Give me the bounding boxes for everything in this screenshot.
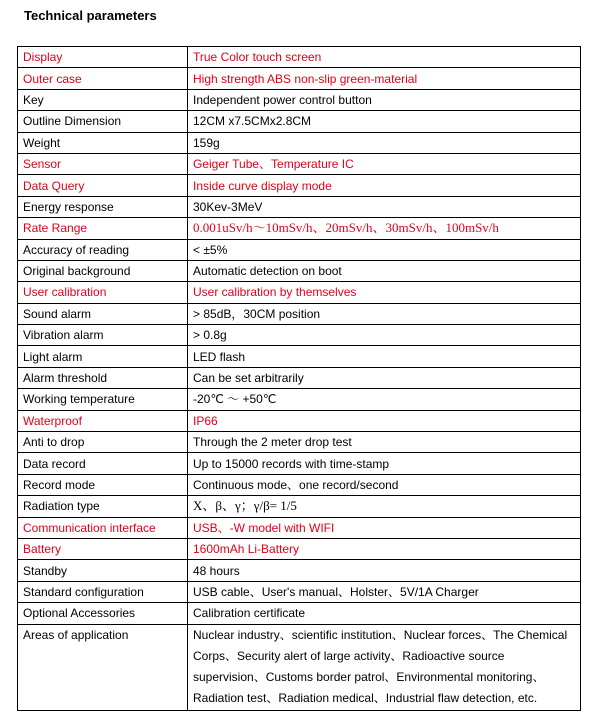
table-row [18,68,581,89]
param-name: Accuracy of reading [18,239,188,260]
table-row [18,517,581,538]
table-row [18,218,581,239]
param-value: -20℃ ～ +50℃ [188,389,581,410]
param-name: Communication interface [18,517,188,538]
param-name: Original background [18,260,188,281]
param-name: Record mode [18,474,188,495]
param-name: Energy response [18,196,188,217]
param-value: 159g [188,132,581,153]
param-value: Calibration certificate [188,603,581,624]
table-row [18,410,581,431]
parameters-table [17,46,581,711]
table-row [18,624,581,710]
param-name: Optional Accessories [18,603,188,624]
table-row [18,496,581,517]
param-name: Sound alarm [18,303,188,324]
param-name: Standby [18,560,188,581]
param-name: Sensor [18,153,188,174]
table-row [18,389,581,410]
param-value: IP66 [188,410,581,431]
param-value: Geiger Tube、Temperature IC [188,153,581,174]
param-name: Anti to drop [18,432,188,453]
param-name: Key [18,89,188,110]
param-value: LED flash [188,346,581,367]
param-name: Radiation type [18,496,188,517]
param-name: Light alarm [18,346,188,367]
param-value: 12CM x7.5CMx2.8CM [188,111,581,132]
param-name: Waterproof [18,410,188,431]
table-row [18,474,581,495]
param-value: Nuclear industry、scientific institution、Nuclear forces、The Chemical Corps、Security alert of large activity、Radioactive source supervision、Customs border patrol、Environmental monitoring、Radiation test、Radiation medical、Industrial flaw detection, etc. [188,624,581,710]
param-name: Data Query [18,175,188,196]
table-row [18,175,581,196]
param-name: Outline Dimension [18,111,188,132]
param-value: 48 hours [188,560,581,581]
param-name: Working temperature [18,389,188,410]
param-name: Data record [18,453,188,474]
table-row [18,282,581,303]
param-name: Alarm threshold [18,367,188,388]
param-value: Independent power control button [188,89,581,110]
table-row [18,89,581,110]
table-row [18,111,581,132]
param-name: Battery [18,538,188,559]
param-value: > 85dB，30CM position [188,303,581,324]
param-value: Automatic detection on boot [188,260,581,281]
table-row [18,260,581,281]
table-row [18,560,581,581]
param-value: X、β、γ；γ/β= 1/5 [188,496,581,517]
param-value: Up to 15000 records with time-stamp [188,453,581,474]
param-name: Outer case [18,68,188,89]
param-value: Can be set arbitrarily [188,367,581,388]
param-value: 30Kev-3MeV [188,196,581,217]
table-row [18,196,581,217]
table-row [18,239,581,260]
param-value: USB cable、User's manual、Holster、5V/1A Charger [188,581,581,602]
param-value: Continuous mode、one record/second [188,474,581,495]
page-title: Technical parameters [24,8,157,23]
table-row [18,367,581,388]
param-name: Weight [18,132,188,153]
table-row [18,303,581,324]
param-value: True Color touch screen [188,47,581,68]
param-value: 0.001uSv/h～10mSv/h、20mSv/h、30mSv/h、100mSv/h [188,218,581,239]
table-row [18,603,581,624]
table-row [18,346,581,367]
param-name: User calibration [18,282,188,303]
param-name: Standard configuration [18,581,188,602]
param-value: 1600mAh Li-Battery [188,538,581,559]
table-row [18,132,581,153]
param-value: Through the 2 meter drop test [188,432,581,453]
param-name: Areas of application [18,624,188,710]
table-row [18,453,581,474]
param-value: < ±5% [188,239,581,260]
table-row [18,581,581,602]
table-row [18,538,581,559]
param-value: USB、-W model with WIFI [188,517,581,538]
param-name: Vibration alarm [18,325,188,346]
table-row [18,47,581,68]
table-row [18,432,581,453]
table-row [18,153,581,174]
param-value: User calibration by themselves [188,282,581,303]
param-value: Inside curve display mode [188,175,581,196]
param-name: Display [18,47,188,68]
param-value: > 0.8g [188,325,581,346]
table-row [18,325,581,346]
param-value: High strength ABS non-slip green-material [188,68,581,89]
param-name: Rate Range [18,218,188,239]
